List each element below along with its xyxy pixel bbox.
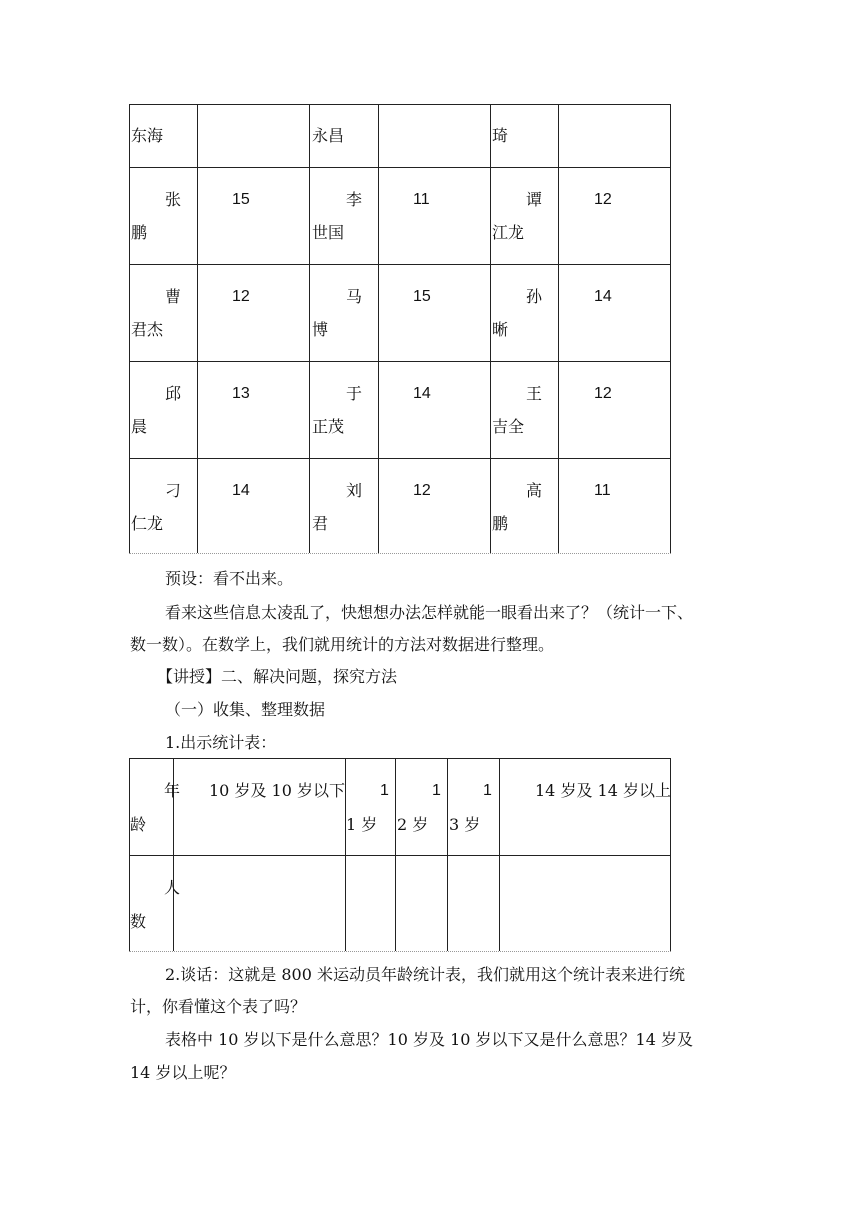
name-cell: 仁龙: [131, 514, 164, 533]
name-cell: 李: [346, 190, 363, 209]
row-label: 年: [164, 781, 181, 800]
column-header: 10 岁及 10 岁以下: [209, 781, 345, 800]
subsection-heading: （一）收集、整理数据: [165, 700, 326, 719]
table-cell: 永昌: [312, 126, 345, 145]
age-cell: 14: [413, 385, 431, 402]
table-cell: 东海: [131, 126, 164, 145]
table-cell: 琦: [492, 126, 509, 145]
age-cell: 12: [594, 385, 612, 402]
name-cell: 晨: [131, 417, 148, 436]
paragraph: 2.谈话：这就是 800 米运动员年龄统计表，我们就用这个统计表来进行统: [165, 965, 685, 984]
name-cell: 君: [312, 514, 329, 533]
header-cell: [500, 759, 670, 855]
table-bottom-edge: [129, 553, 671, 554]
paragraph: 表格中 10 岁以下是什么意思？10 岁及 10 岁以下又是什么意思？14 岁及: [165, 1030, 693, 1049]
name-cell: 张: [165, 190, 182, 209]
name-cell: 晰: [492, 320, 509, 339]
paragraph: 预设：看不出来。: [165, 569, 294, 588]
column-header: 1: [432, 782, 441, 799]
age-cell: 14: [232, 482, 250, 499]
section-heading: 【讲授】二、解决问题，探究方法: [157, 667, 398, 686]
name-cell: 刁: [165, 481, 182, 500]
paragraph: 1.出示统计表：: [165, 733, 277, 752]
table-border: [129, 264, 671, 265]
paragraph: 计，你看懂这个表了吗？: [130, 997, 307, 1016]
row-label: 人: [164, 878, 181, 897]
row-label-cell: [130, 856, 181, 951]
age-cell: 12: [413, 482, 431, 499]
age-cell: 12: [232, 288, 250, 305]
row-label-cell: [130, 759, 181, 855]
table-border: [129, 361, 671, 362]
name-cell: 孙: [526, 287, 543, 306]
column-header: 3 岁: [449, 815, 481, 834]
table-border: [197, 104, 198, 553]
table-border: [558, 104, 559, 553]
name-cell: 鹏: [131, 223, 148, 242]
column-header: 1 岁: [346, 815, 378, 834]
age-cell: 11: [413, 191, 430, 208]
age-cell: 11: [594, 482, 611, 499]
row-label: 龄: [130, 815, 147, 834]
age-cell: 12: [594, 191, 612, 208]
name-cell: 曹: [165, 287, 182, 306]
name-cell: 正茂: [312, 417, 345, 436]
age-cell: 13: [232, 385, 250, 402]
name-cell: 谭: [526, 190, 543, 209]
table-border: [129, 104, 671, 105]
paragraph: 14 岁以上呢？: [130, 1063, 236, 1082]
age-cell: 15: [413, 288, 431, 305]
row-label: 数: [130, 912, 147, 931]
name-cell: 鹏: [492, 514, 509, 533]
name-cell: 江龙: [492, 223, 525, 242]
name-cell: 马: [346, 287, 363, 306]
column-header: 1: [483, 782, 492, 799]
name-cell: 高: [526, 481, 543, 500]
name-cell: 吉全: [492, 417, 525, 436]
name-cell: 君杰: [131, 320, 164, 339]
table-border: [129, 458, 671, 459]
header-cell: [174, 759, 345, 855]
name-cell: 邱: [165, 384, 182, 403]
table-border: [378, 104, 379, 553]
table-border: [309, 104, 310, 553]
paragraph: 看来这些信息太凌乱了，快想想办法怎样就能一眼看出来了？（统计一下、: [165, 603, 694, 622]
name-cell: 于: [346, 384, 363, 403]
name-cell: 世国: [312, 223, 345, 242]
column-header: 14 岁及 14 岁以上: [535, 781, 671, 800]
name-cell: 刘: [346, 481, 363, 500]
table-border: [129, 104, 130, 553]
name-cell: 博: [312, 320, 329, 339]
table-border: [490, 104, 491, 553]
column-header: 2 岁: [397, 815, 429, 834]
name-cell: 王: [526, 384, 543, 403]
age-cell: 14: [594, 288, 612, 305]
table-border: [670, 104, 671, 553]
paragraph: 数一数）。在数学上，我们就用统计的方法对数据进行整理。: [130, 635, 555, 654]
table-border: [129, 855, 671, 856]
table-bottom-edge: [129, 951, 671, 952]
table-border: [129, 167, 671, 168]
column-header: 1: [380, 782, 389, 799]
age-cell: 15: [232, 191, 250, 208]
